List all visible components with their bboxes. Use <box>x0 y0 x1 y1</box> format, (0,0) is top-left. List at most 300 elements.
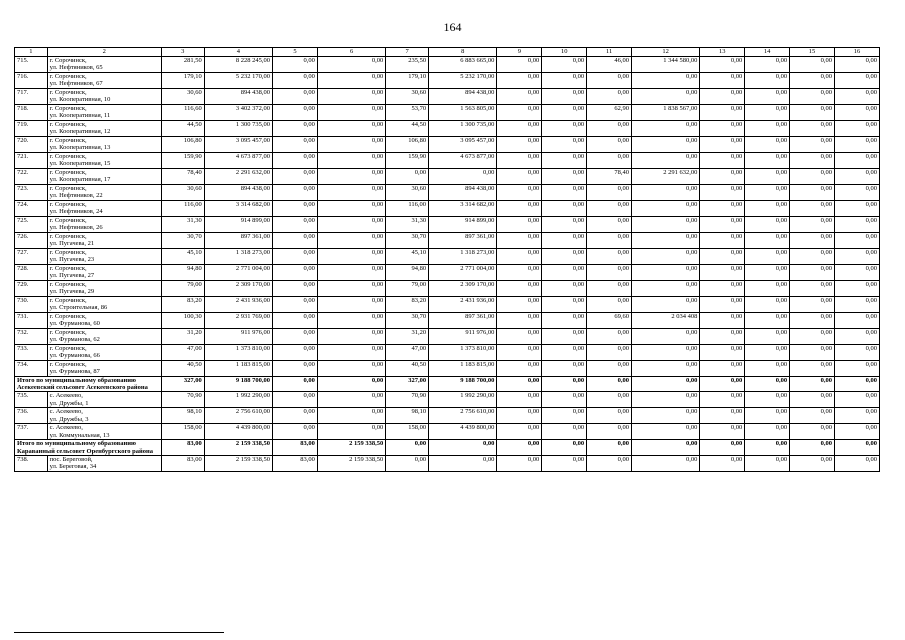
value-cell: 0,00 <box>273 392 318 408</box>
subtotal-row <box>15 440 880 455</box>
address-cell <box>47 265 161 281</box>
address-line: г. Сорочинск, <box>49 265 87 272</box>
value-cell: 0,00 <box>542 153 587 169</box>
value-cell: 0,00 <box>790 313 835 329</box>
column-number-cell: 5 <box>273 48 318 57</box>
value-cell: 0,00 <box>834 153 879 169</box>
value-cell: 0,00 <box>542 329 587 345</box>
value-cell: 0,00 <box>273 265 318 281</box>
value-cell: 0,00 <box>632 185 700 201</box>
address-line: г. Сорочинск, <box>49 185 87 192</box>
row-number-cell: 724. <box>15 201 48 217</box>
value-cell: 0,00 <box>273 329 318 345</box>
value-cell: 0,00 <box>273 297 318 313</box>
address-cell <box>47 297 161 313</box>
value-cell: 0,00 <box>700 169 745 185</box>
value-cell: 0,00 <box>834 201 879 217</box>
value-cell: 0,00 <box>273 201 318 217</box>
value-cell: 0,00 <box>497 345 542 361</box>
value-cell: 894 438,00 <box>429 89 497 105</box>
value-cell: 0,00 <box>273 233 318 249</box>
row-number-cell: 733. <box>15 345 48 361</box>
value-cell: 0,00 <box>745 105 790 121</box>
value-cell: 40,50 <box>161 361 204 377</box>
value-cell: 0,00 <box>317 185 385 201</box>
value-cell: 0,00 <box>790 153 835 169</box>
value-cell: 0,00 <box>542 89 587 105</box>
table-row <box>15 121 880 137</box>
value-cell: 159,90 <box>386 153 429 169</box>
address-cell <box>47 217 161 233</box>
address-cell <box>47 424 161 440</box>
value-cell: 0,00 <box>632 201 700 217</box>
table-row <box>15 201 880 217</box>
value-cell: 0,00 <box>273 89 318 105</box>
value-cell: 0,00 <box>497 249 542 265</box>
value-cell: 2 756 610,00 <box>429 408 497 424</box>
value-cell: 0,00 <box>542 105 587 121</box>
value-cell: 0,00 <box>632 297 700 313</box>
address-line: ул. Кооперативная, 13 <box>49 144 111 152</box>
value-cell: 0,00 <box>317 408 385 424</box>
value-cell: 0,00 <box>542 217 587 233</box>
table-row <box>15 89 880 105</box>
value-cell: 0,00 <box>834 185 879 201</box>
address-line: ул. Пугачева, 21 <box>49 240 95 248</box>
value-cell: 30,60 <box>386 185 429 201</box>
value-cell: 0,00 <box>632 424 700 440</box>
value-cell: 0,00 <box>587 329 632 345</box>
value-cell: 94,80 <box>161 265 204 281</box>
value-cell: 0,00 <box>587 265 632 281</box>
value-cell: 44,50 <box>386 121 429 137</box>
address-line: ул. Пугачева, 23 <box>49 256 95 264</box>
value-cell: 0,00 <box>542 137 587 153</box>
value-cell: 0,00 <box>317 105 385 121</box>
value-cell: 0,00 <box>790 233 835 249</box>
address-line: г. Сорочинск, <box>49 345 87 352</box>
value-cell: 0,00 <box>790 185 835 201</box>
value-cell: 0,00 <box>317 153 385 169</box>
address-cell <box>47 169 161 185</box>
value-cell: 1 318 273,00 <box>429 249 497 265</box>
table-row <box>15 345 880 361</box>
value-cell: 6 883 665,00 <box>429 57 497 73</box>
value-cell: 0,00 <box>745 329 790 345</box>
value-cell: 0,00 <box>317 121 385 137</box>
value-cell: 78,40 <box>587 169 632 185</box>
address-cell <box>47 345 161 361</box>
address-line: ул. Дружбы, 3 <box>49 415 89 423</box>
value-cell: 3 095 457,00 <box>429 137 497 153</box>
value-cell: 0,00 <box>790 281 835 297</box>
value-cell: 0,00 <box>745 281 790 297</box>
value-cell: 0,00 <box>834 281 879 297</box>
address-line: г. Сорочинск, <box>49 169 87 176</box>
table-row <box>15 408 880 424</box>
value-cell: 106,80 <box>161 137 204 153</box>
value-cell: 0,00 <box>386 169 429 185</box>
value-cell: 0,00 <box>745 121 790 137</box>
value-cell: 0,00 <box>700 392 745 408</box>
value-cell: 0,00 <box>790 105 835 121</box>
row-number-cell: 725. <box>15 217 48 233</box>
value-cell: 0,00 <box>317 392 385 408</box>
value-cell: 0,00 <box>317 169 385 185</box>
value-cell: 1 344 580,00 <box>632 57 700 73</box>
address-cell <box>47 361 161 377</box>
value-cell: 0,00 <box>542 361 587 377</box>
value-cell: 0,00 <box>745 440 790 455</box>
address-line: ул. Пугачева, 29 <box>49 288 95 296</box>
value-cell: 0,00 <box>790 455 835 471</box>
row-number-cell: 737. <box>15 424 48 440</box>
value-cell: 83,00 <box>273 440 318 455</box>
value-cell: 0,00 <box>273 105 318 121</box>
address-cell <box>47 137 161 153</box>
value-cell: 0,00 <box>587 424 632 440</box>
table-row <box>15 105 880 121</box>
value-cell: 0,00 <box>497 89 542 105</box>
value-cell: 0,00 <box>317 233 385 249</box>
row-number-cell: 728. <box>15 265 48 281</box>
address-line: г. Сорочинск, <box>49 73 87 80</box>
value-cell: 0,00 <box>273 121 318 137</box>
value-cell: 0,00 <box>317 361 385 377</box>
value-cell: 0,00 <box>700 89 745 105</box>
address-line: г. Сорочинск, <box>49 137 87 144</box>
value-cell: 83,20 <box>386 297 429 313</box>
address-cell <box>47 329 161 345</box>
column-number-cell: 15 <box>790 48 835 57</box>
column-number-cell: 14 <box>745 48 790 57</box>
value-cell: 0,00 <box>587 153 632 169</box>
value-cell: 31,30 <box>386 217 429 233</box>
value-cell: 0,00 <box>700 408 745 424</box>
table-row <box>15 185 880 201</box>
value-cell: 158,00 <box>386 424 429 440</box>
value-cell: 0,00 <box>834 217 879 233</box>
value-cell: 0,00 <box>632 377 700 392</box>
row-number-cell: 729. <box>15 281 48 297</box>
value-cell: 94,80 <box>386 265 429 281</box>
value-cell: 0,00 <box>273 249 318 265</box>
value-cell: 0,00 <box>497 440 542 455</box>
value-cell: 0,00 <box>834 89 879 105</box>
value-cell: 116,60 <box>161 105 204 121</box>
table-row <box>15 137 880 153</box>
value-cell: 0,00 <box>834 137 879 153</box>
value-cell: 0,00 <box>790 329 835 345</box>
value-cell: 0,00 <box>790 73 835 89</box>
value-cell: 69,60 <box>587 313 632 329</box>
address-line: ул. Фурманова, 60 <box>49 320 100 328</box>
value-cell: 0,00 <box>745 265 790 281</box>
value-cell: 0,00 <box>700 73 745 89</box>
value-cell: 0,00 <box>700 121 745 137</box>
address-line: ул. Нефтяников, 65 <box>49 64 103 72</box>
value-cell: 0,00 <box>834 265 879 281</box>
value-cell: 0,00 <box>317 424 385 440</box>
value-cell: 0,00 <box>542 121 587 137</box>
value-cell: 0,00 <box>587 201 632 217</box>
value-cell: 0,00 <box>587 345 632 361</box>
page-number: 164 <box>443 20 462 34</box>
address-line: ул. Береговая, 34 <box>49 463 97 471</box>
value-cell: 0,00 <box>834 329 879 345</box>
value-cell: 0,00 <box>790 424 835 440</box>
value-cell: 0,00 <box>834 73 879 89</box>
column-number-cell: 16 <box>834 48 879 57</box>
address-cell <box>47 249 161 265</box>
value-cell: 0,00 <box>497 265 542 281</box>
registry-table <box>14 47 880 472</box>
value-cell: 1 300 735,00 <box>429 121 497 137</box>
value-cell: 0,00 <box>587 408 632 424</box>
table-row <box>15 265 880 281</box>
value-cell: 0,00 <box>632 392 700 408</box>
table-row <box>15 361 880 377</box>
value-cell: 914 899,00 <box>204 217 272 233</box>
value-cell: 0,00 <box>542 377 587 392</box>
value-cell: 0,00 <box>587 89 632 105</box>
value-cell: 0,00 <box>632 281 700 297</box>
value-cell: 0,00 <box>632 153 700 169</box>
address-cell <box>47 89 161 105</box>
address-line: г. Сорочинск, <box>49 329 87 336</box>
address-line: ул. Фурманова, 62 <box>49 336 100 344</box>
value-cell: 0,00 <box>632 121 700 137</box>
value-cell: 0,00 <box>632 217 700 233</box>
address-line: г. Сорочинск, <box>49 233 87 240</box>
value-cell: 4 439 800,00 <box>204 424 272 440</box>
address-cell <box>47 121 161 137</box>
subtotal-row <box>15 377 880 392</box>
value-cell: 0,00 <box>542 233 587 249</box>
value-cell: 0,00 <box>632 455 700 471</box>
value-cell: 3 314 682,00 <box>204 201 272 217</box>
value-cell: 179,10 <box>386 73 429 89</box>
column-number-cell: 3 <box>161 48 204 57</box>
address-cell <box>47 408 161 424</box>
value-cell: 98,10 <box>386 408 429 424</box>
value-cell: 914 899,00 <box>429 217 497 233</box>
value-cell: 0,00 <box>542 313 587 329</box>
address-line: ул. Нефтяников, 67 <box>49 80 103 88</box>
value-cell: 0,00 <box>273 313 318 329</box>
value-cell: 0,00 <box>745 153 790 169</box>
column-number-cell: 10 <box>542 48 587 57</box>
value-cell: 0,00 <box>497 217 542 233</box>
table-row <box>15 329 880 345</box>
value-cell: 0,00 <box>317 377 385 392</box>
address-cell <box>47 201 161 217</box>
value-cell: 0,00 <box>834 57 879 73</box>
value-cell: 0,00 <box>317 137 385 153</box>
value-cell: 911 976,00 <box>429 329 497 345</box>
value-cell: 2 159 338,50 <box>317 440 385 455</box>
value-cell: 894 438,00 <box>429 185 497 201</box>
column-number-cell: 8 <box>429 48 497 57</box>
value-cell: 0,00 <box>700 377 745 392</box>
value-cell: 0,00 <box>542 73 587 89</box>
value-cell: 0,00 <box>700 361 745 377</box>
address-line: с. Асекеево, <box>49 392 83 400</box>
value-cell: 0,00 <box>834 233 879 249</box>
address-line: ул. Кооперативная, 12 <box>49 128 111 136</box>
value-cell: 31,20 <box>386 329 429 345</box>
value-cell: 0,00 <box>497 185 542 201</box>
value-cell: 0,00 <box>700 313 745 329</box>
value-cell: 0,00 <box>497 377 542 392</box>
value-cell: 894 438,00 <box>204 185 272 201</box>
value-cell: 0,00 <box>745 217 790 233</box>
value-cell: 62,90 <box>587 105 632 121</box>
value-cell: 158,00 <box>161 424 204 440</box>
value-cell: 53,70 <box>386 105 429 121</box>
value-cell: 0,00 <box>632 249 700 265</box>
value-cell: 0,00 <box>700 281 745 297</box>
row-number-cell: 723. <box>15 185 48 201</box>
row-number-cell: 730. <box>15 297 48 313</box>
row-number-cell: 716. <box>15 73 48 89</box>
value-cell: 0,00 <box>317 89 385 105</box>
address-cell <box>47 185 161 201</box>
address-line: ул. Кооперативная, 17 <box>49 176 111 184</box>
table-row <box>15 57 880 73</box>
value-cell: 0,00 <box>700 217 745 233</box>
value-cell: 0,00 <box>542 169 587 185</box>
address-line: г. Сорочинск, <box>49 153 87 160</box>
value-cell: 4 439 800,00 <box>429 424 497 440</box>
address-line: ул. Дружбы, 1 <box>49 399 89 407</box>
value-cell: 0,00 <box>587 297 632 313</box>
value-cell: 0,00 <box>745 201 790 217</box>
value-cell: 897 361,00 <box>429 233 497 249</box>
table-row <box>15 392 880 408</box>
value-cell: 0,00 <box>745 361 790 377</box>
value-cell: 0,00 <box>273 169 318 185</box>
value-cell: 70,90 <box>386 392 429 408</box>
value-cell: 0,00 <box>587 233 632 249</box>
value-cell: 83,00 <box>273 455 318 471</box>
value-cell: 0,00 <box>790 377 835 392</box>
value-cell: 0,00 <box>317 217 385 233</box>
value-cell: 0,00 <box>317 265 385 281</box>
value-cell: 0,00 <box>317 329 385 345</box>
value-cell: 79,00 <box>386 281 429 297</box>
value-cell: 0,00 <box>790 265 835 281</box>
table-row <box>15 153 880 169</box>
value-cell: 30,60 <box>386 89 429 105</box>
value-cell: 0,00 <box>273 73 318 89</box>
value-cell: 0,00 <box>834 455 879 471</box>
value-cell: 2 931 769,00 <box>204 313 272 329</box>
value-cell: 0,00 <box>632 329 700 345</box>
value-cell: 45,10 <box>386 249 429 265</box>
value-cell: 0,00 <box>317 313 385 329</box>
value-cell: 2 771 004,00 <box>429 265 497 281</box>
address-line: ул. Кооперативная, 15 <box>49 160 111 168</box>
row-number-cell: 721. <box>15 153 48 169</box>
value-cell: 0,00 <box>273 153 318 169</box>
table-row <box>15 217 880 233</box>
value-cell: 0,00 <box>745 169 790 185</box>
value-cell: 0,00 <box>497 297 542 313</box>
value-cell: 0,00 <box>497 73 542 89</box>
value-cell: 0,00 <box>497 281 542 297</box>
value-cell: 0,00 <box>542 201 587 217</box>
value-cell: 2 431 936,00 <box>204 297 272 313</box>
value-cell: 5 232 170,00 <box>204 73 272 89</box>
address-line: г. Сорочинск, <box>49 281 87 288</box>
address-line: г. Сорочинск, <box>49 249 87 256</box>
value-cell: 0,00 <box>745 73 790 89</box>
value-cell: 0,00 <box>273 217 318 233</box>
value-cell: 0,00 <box>745 137 790 153</box>
address-line: г. Сорочинск, <box>49 217 87 224</box>
address-line: г. Сорочинск, <box>49 361 87 368</box>
address-line: г. Сорочинск, <box>49 89 87 96</box>
value-cell: 0,00 <box>429 455 497 471</box>
value-cell: 894 438,00 <box>204 89 272 105</box>
address-line: ул. Фурманова, 87 <box>49 368 100 376</box>
address-cell <box>47 105 161 121</box>
value-cell: 0,00 <box>497 329 542 345</box>
value-cell: 0,00 <box>790 217 835 233</box>
value-cell: 0,00 <box>632 361 700 377</box>
value-cell: 0,00 <box>587 455 632 471</box>
subtotal-label: Итого по муниципальному образованию Караванный сельсовет Оренбургского района <box>15 440 162 455</box>
value-cell: 0,00 <box>632 137 700 153</box>
address-line: г. Сорочинск, <box>49 105 87 112</box>
value-cell: 1 183 815,00 <box>204 361 272 377</box>
value-cell: 0,00 <box>700 105 745 121</box>
value-cell: 0,00 <box>587 185 632 201</box>
value-cell: 0,00 <box>497 233 542 249</box>
value-cell: 106,80 <box>386 137 429 153</box>
value-cell: 0,00 <box>386 440 429 455</box>
value-cell: 83,00 <box>161 440 204 455</box>
value-cell: 116,00 <box>386 201 429 217</box>
table-row <box>15 233 880 249</box>
value-cell: 0,00 <box>497 408 542 424</box>
value-cell: 4 673 877,00 <box>429 153 497 169</box>
value-cell: 0,00 <box>700 185 745 201</box>
address-cell <box>47 153 161 169</box>
value-cell: 0,00 <box>745 185 790 201</box>
value-cell: 0,00 <box>834 440 879 455</box>
value-cell: 0,00 <box>700 57 745 73</box>
value-cell: 0,00 <box>700 424 745 440</box>
value-cell: 0,00 <box>273 361 318 377</box>
value-cell: 0,00 <box>587 249 632 265</box>
address-line: г. Сорочинск, <box>49 201 87 208</box>
value-cell: 0,00 <box>542 392 587 408</box>
address-line: ул. Нефтяников, 22 <box>49 192 103 200</box>
value-cell: 0,00 <box>542 424 587 440</box>
value-cell: 3 314 682,00 <box>429 201 497 217</box>
value-cell: 0,00 <box>497 424 542 440</box>
value-cell: 0,00 <box>745 455 790 471</box>
table-row <box>15 281 880 297</box>
value-cell: 98,10 <box>161 408 204 424</box>
value-cell: 83,20 <box>161 297 204 313</box>
value-cell: 1 318 273,00 <box>204 249 272 265</box>
value-cell: 0,00 <box>700 455 745 471</box>
value-cell: 0,00 <box>497 153 542 169</box>
value-cell: 0,00 <box>834 297 879 313</box>
